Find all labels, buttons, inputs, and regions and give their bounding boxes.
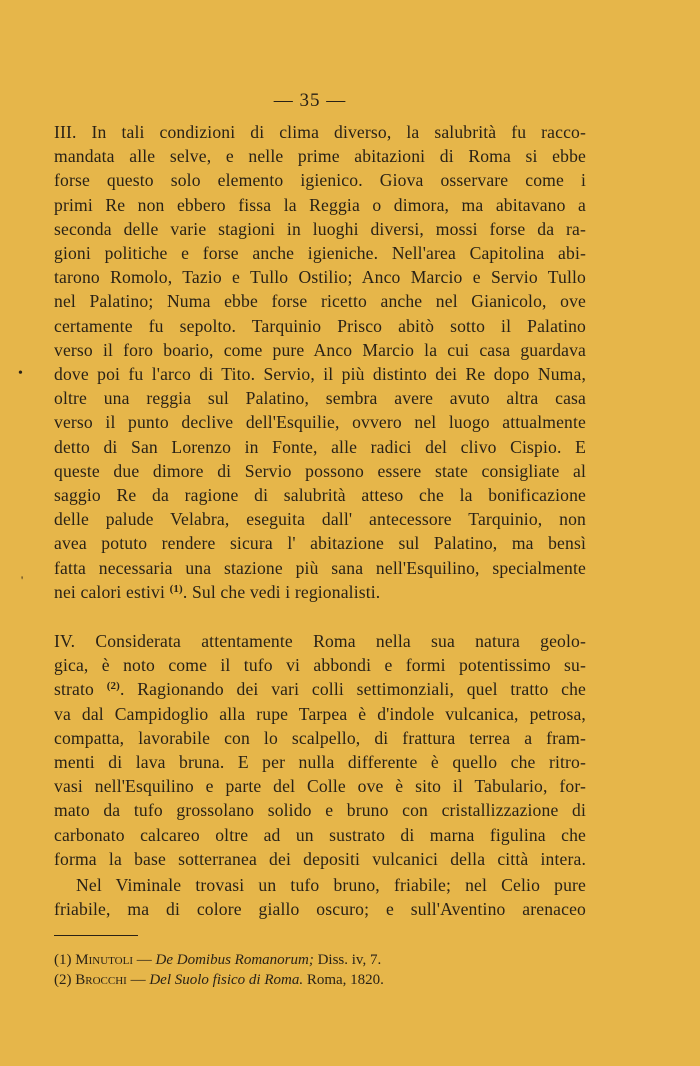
text-line: vasi nell'Esquilino e parte del Colle ove è sito il Tabulario, for- [54,776,586,797]
text-line: gica, è noto come il tufo vi abbondi e formi potentissimo su- [54,655,586,676]
text-line [54,580,586,604]
text-line: mato da tufo grossolano solido e bruno con cristallizzazione di [54,800,586,821]
margin-tick-mark: ' [21,573,24,587]
text-line: fatta necessaria una stazione più sana nell'Esquilino, specialmente [54,557,586,578]
text-line: primi Re non ebbero fissa la Reggia o dimora, ma abitavano a [54,194,586,215]
text-line: avea potuto rendere sicura l' abitazione sul Palatino, ma bensì [54,533,586,554]
text-line: forse questo solo elemento igienico. Giova osservare come i [54,170,586,191]
paragraph-iii [54,120,586,604]
line-text: . Ragionando dei vari colli settimonziali, quel tratto che [120,679,586,700]
footnote-rest: Roma, 1820. [303,972,384,988]
line-text: nei calori estivi [54,581,170,602]
text-line: Nel Viminale trovasi un tufo bruno, friabile; nel Celio pure [76,875,586,895]
footnote-ref-1[interactable]: (1) [169,582,183,595]
text-line: certamente fu sepolto. Tarquinio Prisco abitò sotto il Palatino [54,315,586,336]
footnote-number: (2) [54,972,72,988]
text-line: carbonato calcareo oltre ad un sustrato di marna figulina che [54,824,586,845]
footnote-title: Del Suolo fisico di Roma. [149,972,304,988]
text-line: verso il punto declive dell'Esquilie, ovvero nel luogo attualmente [54,412,586,433]
footnote-number: (1) [54,952,72,968]
text-line: va dal Campidoglio alla rupe Tarpea è d'indole vulcanica, petrosa, [54,703,586,724]
footnote-divider [54,935,138,936]
text-line: gioni politiche e forse anche igieniche. Nell'area Capitolina abi- [54,243,586,264]
text-line: III. In tali condizioni di clima diverso, la salubrità fu racco- [54,122,586,142]
paragraph-iv [54,629,586,871]
footnote-ref-2[interactable]: (2) [106,680,120,693]
line-text: . Sul che vedi i regionalisti. [182,581,381,602]
text-line: seconda delle varie stagioni in luoghi diversi, mossi forse da ra- [54,218,586,239]
text-line: verso il foro boario, come pure Anco Marcio la cui casa guardava [54,339,586,360]
footnote-1 [54,950,586,970]
text-line: dove poi fu l'arco di Tito. Servio, il più distinto dei Re dopo Numa, [54,364,586,385]
footnote-author: Brocchi [75,972,127,988]
page-number: — 35 — [273,90,347,111]
text-line: friabile, ma di colore giallo oscuro; e sull'Aventino arenaceo [54,899,586,920]
text-line: mandata alle selve, e nelle prime abitazioni di Roma si ebbe [54,146,586,167]
text-line: nel Palatino; Numa ebbe forse ricetto anche nel Gianicolo, ove [54,291,586,312]
text-line: forma la base sotterranea dei depositi vulcanici della città intera. [54,848,586,869]
text-line: IV. Considerata attentamente Roma nella sua natura geolo- [54,631,586,651]
margin-dot-mark: • [18,366,23,381]
footnote-2 [54,970,586,990]
text-line: tarono Romolo, Tazio e Tullo Ostilio; Anco Marcio e Servio Tullo [54,267,586,288]
text-line [54,677,586,701]
text-line: saggio Re da ragione di salubrità atteso che la bonificazione [54,485,586,506]
footnote-dash: — [133,952,156,968]
text-line: detto di San Lorenzo in Fonte, alle radici del clivo Cispio. E [54,436,586,457]
text-line: oltre una reggia sul Palatino, sembra avere avuto altra casa [54,388,586,409]
footnote-title: De Domibus Romanorum; [155,952,314,968]
footnote-author: Minutoli [75,952,133,968]
footnotes [54,950,586,990]
text-line: compatta, lavorabile con lo scalpello, di frattura terrea a fram- [54,727,586,748]
footnote-rest: Diss. iv, 7. [313,952,382,968]
line-text: strato [54,679,107,700]
footnote-dash: — [126,972,150,988]
text-line: menti di lava bruna. E per nulla differente è quello che ritro- [54,752,586,773]
text-line: delle palude Velabra, eseguita dall' antecessore Tarquinio, non [54,509,586,530]
paragraph-viminale [54,873,586,921]
text-line: queste due dimore di Servio possono essere state consigliate al [54,460,586,481]
